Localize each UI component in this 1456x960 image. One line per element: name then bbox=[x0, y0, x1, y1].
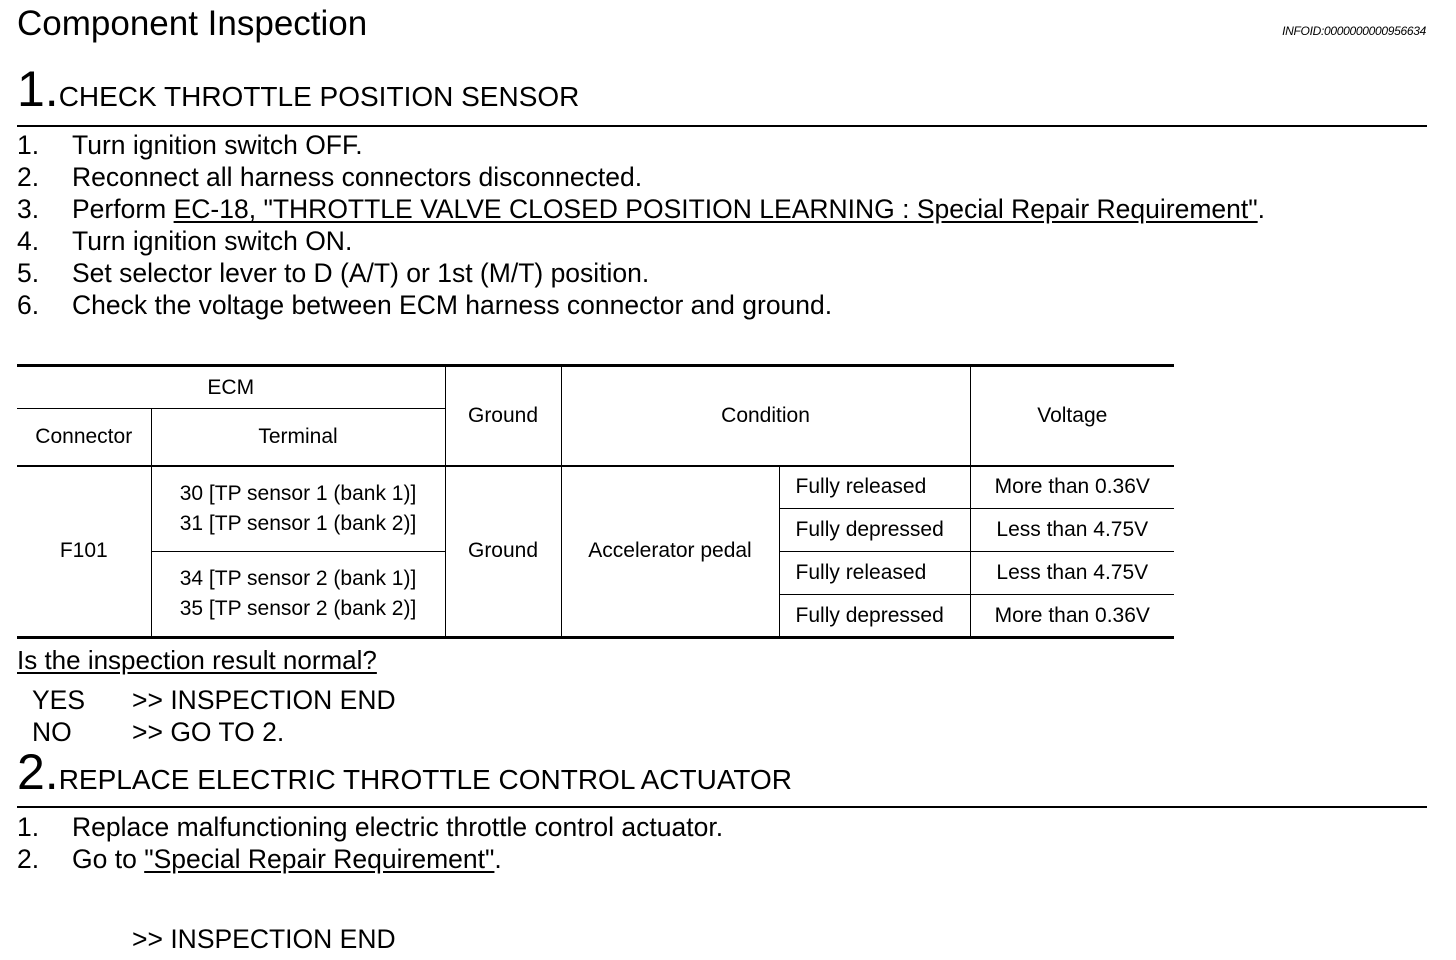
header-ecm: ECM bbox=[17, 366, 445, 409]
instruction-number: 2. bbox=[17, 162, 40, 192]
state-cell: Fully released bbox=[779, 552, 970, 595]
instruction-suffix: . bbox=[1257, 194, 1266, 224]
voltage-cell: More than 0.36V bbox=[970, 466, 1174, 509]
terminal-value: 34 [TP sensor 2 (bank 1)] bbox=[179, 567, 417, 590]
info-id: INFOID:0000000000956634 bbox=[1282, 24, 1426, 38]
ground-cell: Ground bbox=[445, 466, 561, 638]
terminal-cell bbox=[151, 466, 445, 552]
state-cell: Fully depressed bbox=[779, 509, 970, 552]
no-action: >> GO TO 2. bbox=[132, 717, 285, 747]
step-1-divider bbox=[17, 125, 1427, 127]
step-2-title: REPLACE ELECTRIC THROTTLE CONTROL ACTUATOR bbox=[58, 764, 793, 795]
instruction-number: 1. bbox=[17, 130, 40, 160]
throttle-learning-link[interactable]: EC-18, "THROTTLE VALVE CLOSED POSITION LEARNING : Special Repair Requirement" bbox=[173, 194, 1258, 224]
instruction-number: 5. bbox=[17, 258, 40, 288]
result-question: Is the inspection result normal? bbox=[17, 645, 377, 675]
instruction-text: Turn ignition switch ON. bbox=[72, 226, 353, 256]
instruction-number: 4. bbox=[17, 226, 40, 256]
instruction-text bbox=[72, 843, 502, 875]
terminal-value: 31 [TP sensor 1 (bank 2)] bbox=[179, 511, 417, 535]
instruction-text: Check the voltage between ECM harness connector and ground. bbox=[72, 290, 833, 320]
header-ground: Ground bbox=[445, 366, 561, 466]
terminal-cell bbox=[151, 552, 445, 638]
instruction-suffix: . bbox=[494, 844, 502, 874]
instruction-number: 3. bbox=[17, 194, 40, 224]
step-1-title: CHECK THROTTLE POSITION SENSOR bbox=[58, 81, 580, 112]
instruction-text: Replace malfunctioning electric throttle control actuator. bbox=[72, 812, 724, 842]
final-action: >> INSPECTION END bbox=[132, 924, 396, 954]
voltage-cell: More than 0.36V bbox=[970, 595, 1174, 638]
connector-cell: F101 bbox=[17, 466, 151, 638]
voltage-cell: Less than 4.75V bbox=[970, 552, 1174, 595]
instruction-number: 1. bbox=[17, 812, 40, 842]
header-connector: Connector bbox=[17, 409, 151, 466]
header-condition: Condition bbox=[561, 366, 970, 466]
instruction-text bbox=[72, 193, 1265, 225]
voltage-spec-table bbox=[17, 364, 1174, 639]
condition-cell: Accelerator pedal bbox=[561, 466, 779, 638]
step-1-number: 1. bbox=[17, 61, 59, 117]
step-1-heading bbox=[17, 61, 580, 117]
header-voltage: Voltage bbox=[970, 366, 1174, 466]
terminal-value: 30 [TP sensor 1 (bank 1)] bbox=[179, 481, 417, 505]
yes-action: >> INSPECTION END bbox=[132, 685, 396, 715]
instruction-text: Reconnect all harness connectors disconnected. bbox=[72, 162, 643, 192]
state-cell: Fully released bbox=[779, 466, 970, 509]
instruction-prefix: Go to bbox=[72, 844, 145, 874]
answer-yes bbox=[32, 684, 532, 716]
step-2-divider bbox=[17, 806, 1427, 808]
instruction-number: 6. bbox=[17, 290, 40, 320]
table-row bbox=[17, 466, 1174, 509]
header-terminal: Terminal bbox=[151, 409, 445, 466]
answer-no bbox=[32, 716, 532, 748]
instruction-text: Turn ignition switch OFF. bbox=[72, 130, 363, 160]
voltage-cell: Less than 4.75V bbox=[970, 509, 1174, 552]
special-repair-link[interactable]: "Special Repair Requirement" bbox=[144, 844, 495, 874]
instruction-prefix: Perform bbox=[72, 194, 174, 224]
terminal-value: 35 [TP sensor 2 (bank 2)] bbox=[179, 597, 417, 620]
state-cell: Fully depressed bbox=[779, 595, 970, 638]
step-2-heading bbox=[17, 744, 793, 800]
page-title: Component Inspection bbox=[17, 4, 368, 43]
instruction-text: Set selector lever to D (A/T) or 1st (M/T) position. bbox=[72, 258, 650, 288]
instruction-number: 2. bbox=[17, 844, 40, 874]
no-label: NO bbox=[32, 717, 72, 747]
yes-label: YES bbox=[32, 685, 86, 715]
step-2-number: 2. bbox=[17, 744, 59, 800]
